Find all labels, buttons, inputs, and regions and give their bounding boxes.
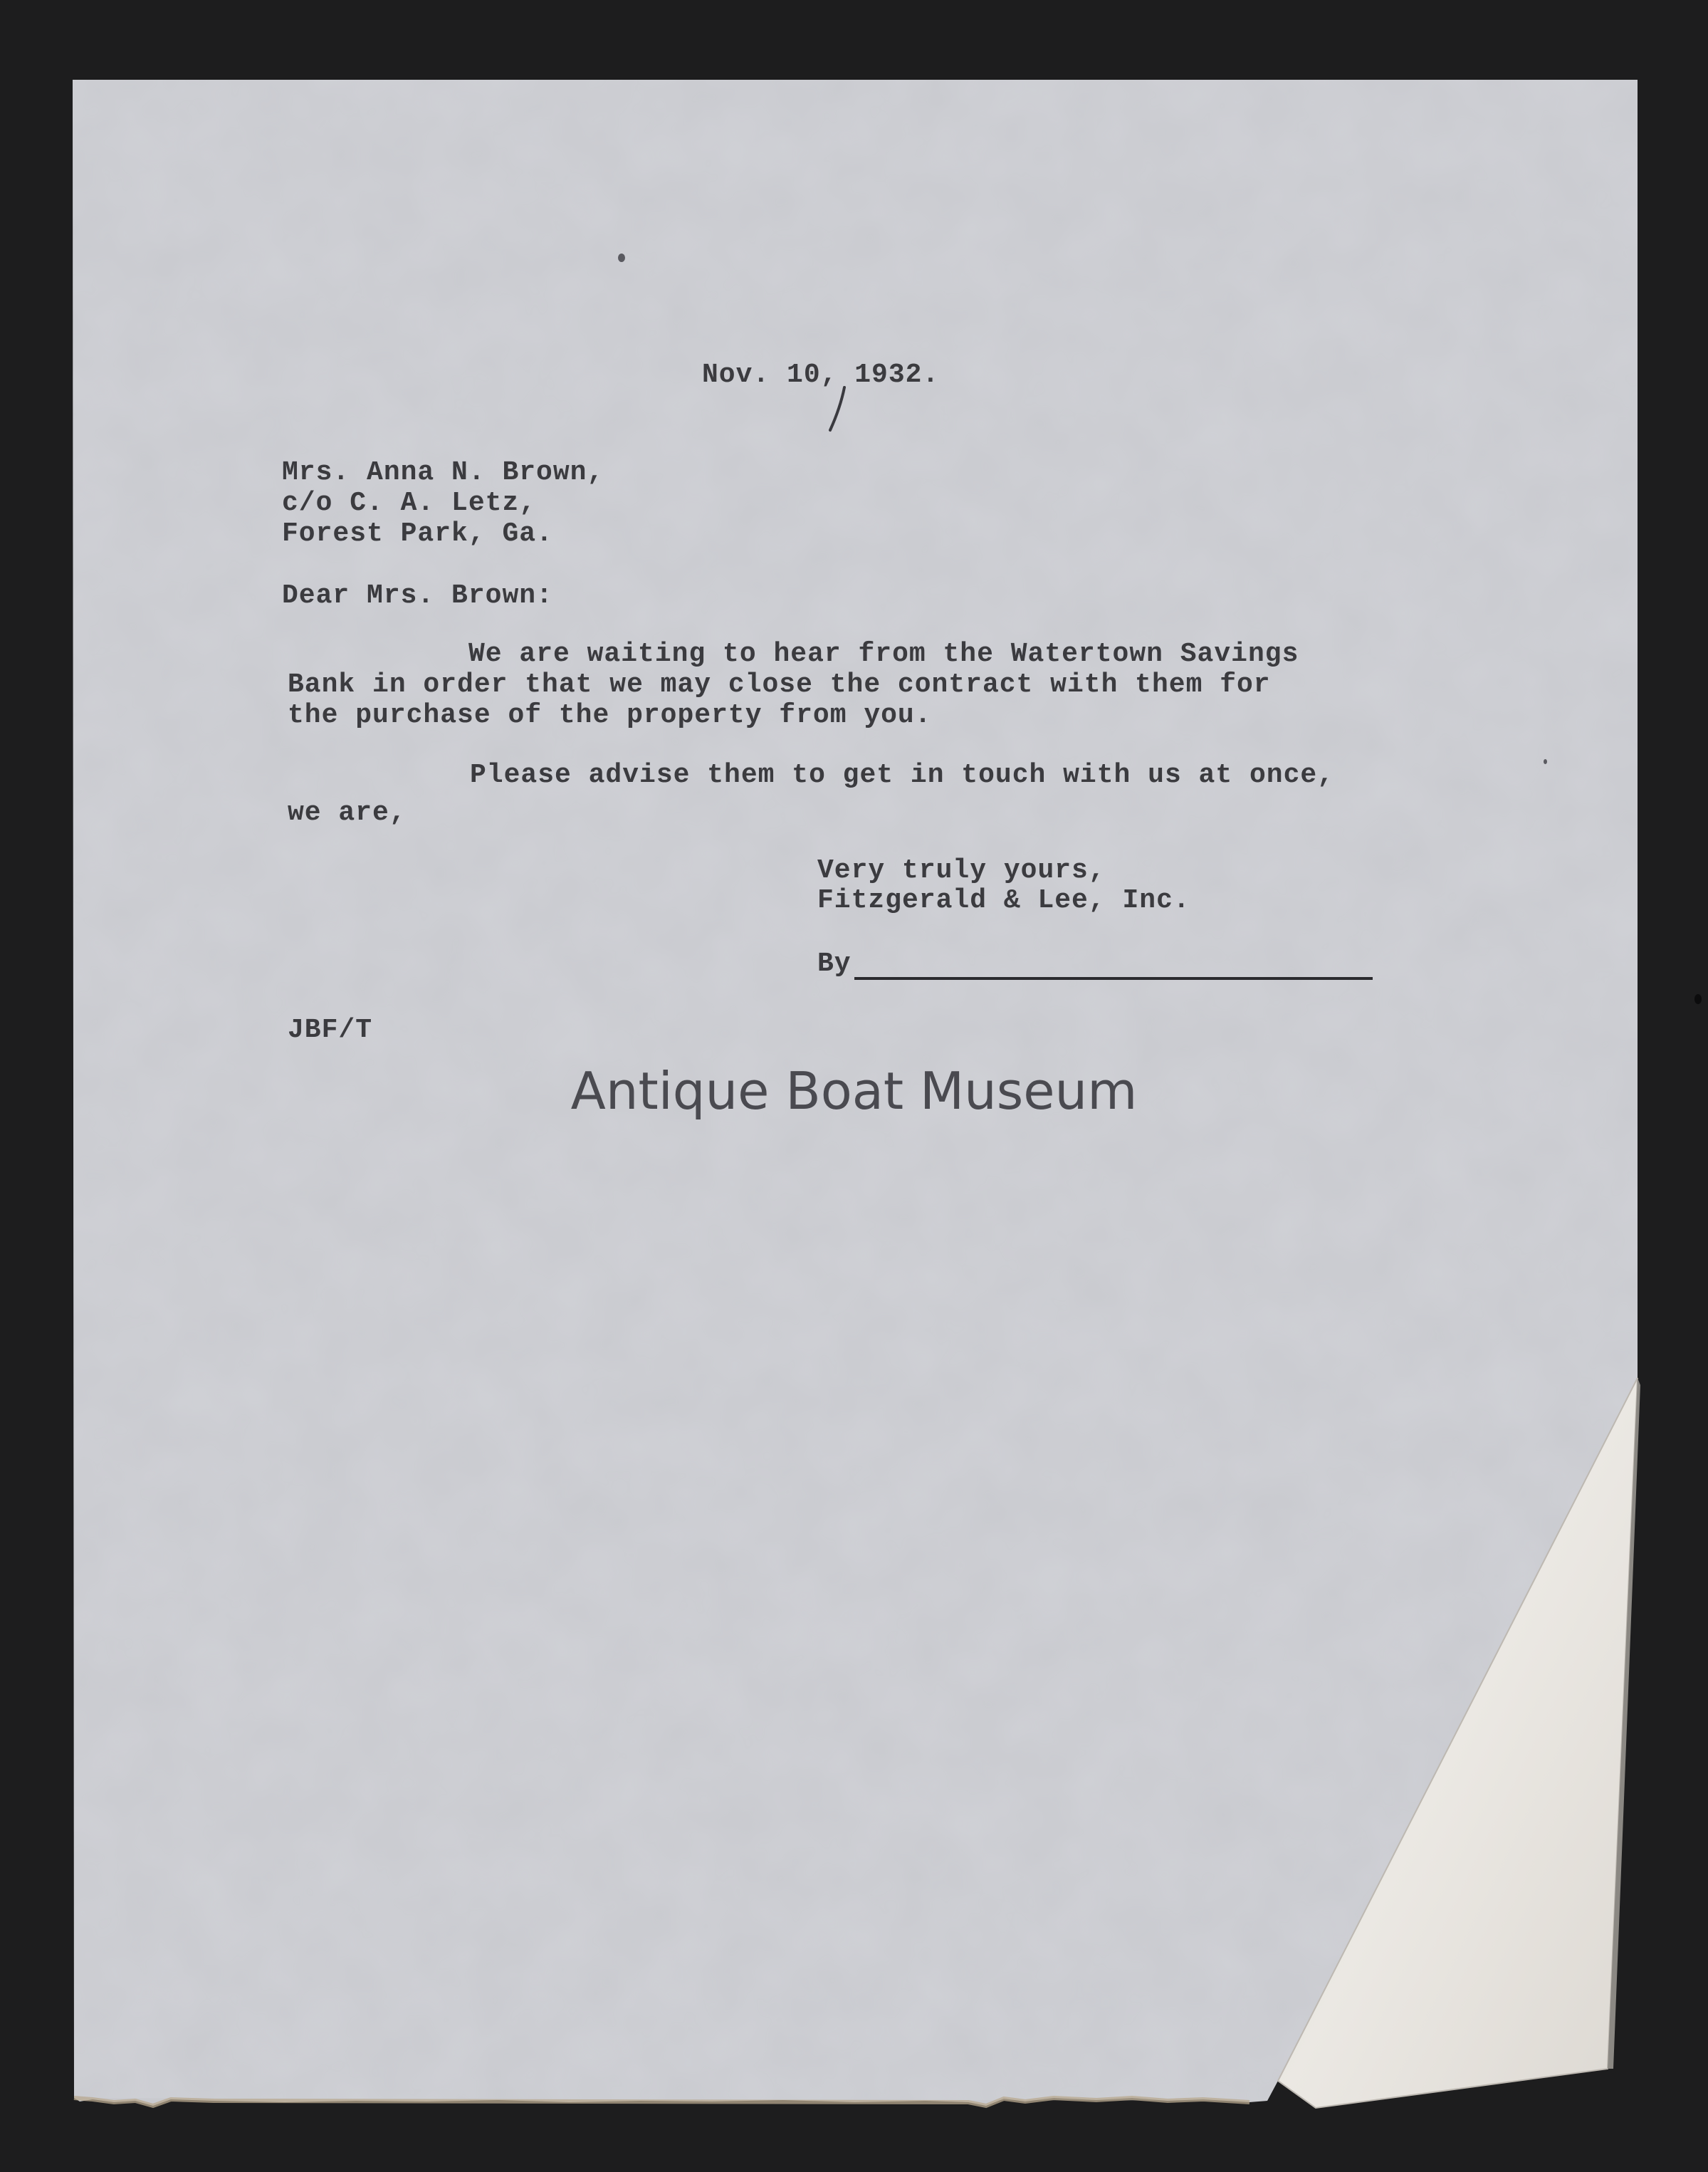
closing-company: Fitzgerald & Lee, Inc. [817,885,1190,916]
paragraph-1-line-3: the purchase of the property from you. [288,700,932,731]
paragraph-2-line-2: we are, [288,798,407,828]
salutation: Dear Mrs. Brown: [282,580,553,611]
address-line-2: c/o C. A. Letz, [282,488,537,518]
paragraph-2-line-1: Please advise them to get in touch with us at once, [470,760,1334,790]
signature-line [854,977,1373,980]
watermark-text: Antique Boat Museum [570,1061,1138,1121]
address-line-3: Forest Park, Ga. [282,518,553,549]
pen-mark [824,385,853,434]
paragraph-1-line-1: We are waiting to hear from the Watertown Savings [468,639,1299,669]
letter-date: Nov. 10, 1932. [702,360,940,390]
paper-speck [1694,994,1702,1004]
paper-speck [618,254,625,262]
typist-initials: JBF/T [288,1015,373,1045]
closing-line-1: Very truly yours, [817,855,1106,886]
address-line-1: Mrs. Anna N. Brown, [282,457,604,488]
paragraph-1-line-2: Bank in order that we may close the contract with them for [288,669,1271,700]
paper-speck [1544,759,1547,764]
signature-by-label: By [817,949,852,979]
